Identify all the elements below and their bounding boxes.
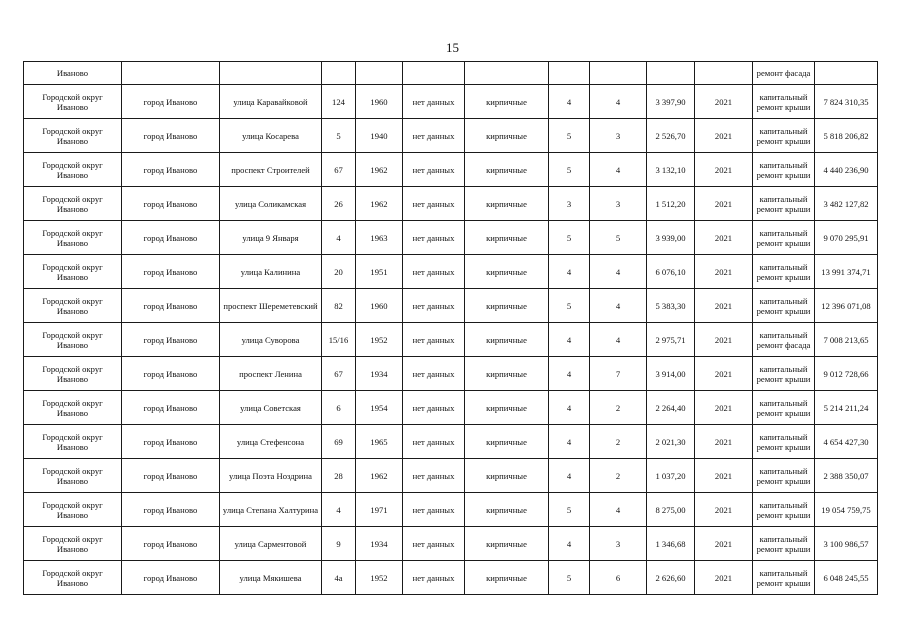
cell-city: город Иваново xyxy=(122,561,220,595)
cell-work-type: капитальный ремонт крыши xyxy=(753,221,815,255)
cell-work-type: капитальный ремонт крыши xyxy=(753,425,815,459)
cell-floors: 5 xyxy=(549,561,590,595)
cell-street: улица Поэта Ноздрина xyxy=(220,459,322,493)
cell-entrances: 4 xyxy=(590,323,647,357)
cell-plan-year: 2021 xyxy=(695,357,753,391)
cell-build-year: 1962 xyxy=(356,187,403,221)
cell-work-type: капитальный ремонт крыши xyxy=(753,357,815,391)
cell-city: город Иваново xyxy=(122,153,220,187)
cell-wall-material: кирпичные xyxy=(465,391,549,425)
cell-street: улица Степана Халтурина xyxy=(220,493,322,527)
cell-plan-year: 2021 xyxy=(695,391,753,425)
cell-street: проспект Ленина xyxy=(220,357,322,391)
cell-district: Городской округ Иваново xyxy=(24,323,122,357)
cell-info: нет данных xyxy=(403,289,465,323)
cell-cost: 5 818 206,82 xyxy=(815,119,878,153)
cell-city: город Иваново xyxy=(122,527,220,561)
cell-plan-year: 2021 xyxy=(695,221,753,255)
cell-house-number: 6 xyxy=(322,391,356,425)
cell-house-number: 20 xyxy=(322,255,356,289)
cell-build-year: 1962 xyxy=(356,459,403,493)
cell-plan-year: 2021 xyxy=(695,527,753,561)
cell-street: улица Косарева xyxy=(220,119,322,153)
cell-street: улица Советская xyxy=(220,391,322,425)
cell-entrances: 6 xyxy=(590,561,647,595)
cell-district: Городской округ Иваново xyxy=(24,255,122,289)
cell-street: улица Мякишева xyxy=(220,561,322,595)
housing-repair-table xyxy=(23,61,878,595)
cell-empty xyxy=(403,62,465,85)
cell-street: улица Стефенсона xyxy=(220,425,322,459)
cell-info: нет данных xyxy=(403,493,465,527)
cell-house-number: 26 xyxy=(322,187,356,221)
cell-area: 8 275,00 xyxy=(647,493,695,527)
cell-street: проспект Шереметевский xyxy=(220,289,322,323)
cell-entrances: 4 xyxy=(590,289,647,323)
cell-work-type: капитальный ремонт крыши xyxy=(753,459,815,493)
cell-empty xyxy=(590,62,647,85)
cell-entrances: 7 xyxy=(590,357,647,391)
cell-house-number: 28 xyxy=(322,459,356,493)
cell-build-year: 1965 xyxy=(356,425,403,459)
table-row xyxy=(24,85,878,119)
cell-plan-year: 2021 xyxy=(695,255,753,289)
cell-info: нет данных xyxy=(403,459,465,493)
cell-floors: 4 xyxy=(549,391,590,425)
cell-build-year: 1954 xyxy=(356,391,403,425)
cell-cost: 12 396 071,08 xyxy=(815,289,878,323)
cell-plan-year: 2021 xyxy=(695,323,753,357)
cell-work-type: капитальный ремонт крыши xyxy=(753,85,815,119)
table-row xyxy=(24,391,878,425)
cell-info: нет данных xyxy=(403,357,465,391)
cell-cost: 4 654 427,30 xyxy=(815,425,878,459)
cell-plan-year: 2021 xyxy=(695,153,753,187)
cell-build-year: 1960 xyxy=(356,85,403,119)
cell-wall-material: кирпичные xyxy=(465,527,549,561)
cell-city: город Иваново xyxy=(122,323,220,357)
cell-cost: 19 054 759,75 xyxy=(815,493,878,527)
cell-district: Городской округ Иваново xyxy=(24,459,122,493)
cell-empty xyxy=(356,62,403,85)
cell-plan-year: 2021 xyxy=(695,119,753,153)
cell-district: Городской округ Иваново xyxy=(24,289,122,323)
cell-entrances: 2 xyxy=(590,425,647,459)
cell-wall-material: кирпичные xyxy=(465,119,549,153)
cell-info: нет данных xyxy=(403,85,465,119)
cell-cost: 7 824 310,35 xyxy=(815,85,878,119)
cell-work-type: капитальный ремонт крыши xyxy=(753,255,815,289)
cell-house-number: 4 xyxy=(322,493,356,527)
cell-wall-material: кирпичные xyxy=(465,221,549,255)
cell-cost: 4 440 236,90 xyxy=(815,153,878,187)
cell-build-year: 1963 xyxy=(356,221,403,255)
cell-cost: 7 008 213,65 xyxy=(815,323,878,357)
table-row xyxy=(24,255,878,289)
table-row xyxy=(24,119,878,153)
cell-cost: 9 070 295,91 xyxy=(815,221,878,255)
cell-wall-material: кирпичные xyxy=(465,187,549,221)
table-row xyxy=(24,153,878,187)
table-row xyxy=(24,459,878,493)
cell-build-year: 1934 xyxy=(356,357,403,391)
cell-district: Городской округ Иваново xyxy=(24,391,122,425)
cell-work-type: капитальный ремонт крыши xyxy=(753,561,815,595)
cell-empty xyxy=(815,62,878,85)
cell-wall-material: кирпичные xyxy=(465,459,549,493)
cell-street: улица Каравайковой xyxy=(220,85,322,119)
cell-house-number: 67 xyxy=(322,357,356,391)
table-row xyxy=(24,493,878,527)
cell-district: Городской округ Иваново xyxy=(24,493,122,527)
cell-work-type: капитальный ремонт крыши xyxy=(753,187,815,221)
cell-district: Городской округ Иваново xyxy=(24,119,122,153)
cell-district: Городской округ Иваново xyxy=(24,425,122,459)
cell-area: 2 021,30 xyxy=(647,425,695,459)
cell-entrances: 2 xyxy=(590,391,647,425)
cell-work-type: ремонт фасада xyxy=(753,62,815,85)
cell-empty xyxy=(122,62,220,85)
table-body xyxy=(24,62,878,595)
cell-wall-material: кирпичные xyxy=(465,323,549,357)
cell-city: город Иваново xyxy=(122,493,220,527)
cell-entrances: 4 xyxy=(590,493,647,527)
cell-house-number: 15/16 xyxy=(322,323,356,357)
cell-house-number: 124 xyxy=(322,85,356,119)
cell-house-number: 4а xyxy=(322,561,356,595)
cell-build-year: 1951 xyxy=(356,255,403,289)
cell-entrances: 4 xyxy=(590,85,647,119)
cell-entrances: 4 xyxy=(590,255,647,289)
cell-house-number: 5 xyxy=(322,119,356,153)
cell-street: улица Калинина xyxy=(220,255,322,289)
cell-cost: 3 100 986,57 xyxy=(815,527,878,561)
cell-floors: 4 xyxy=(549,527,590,561)
table-row xyxy=(24,221,878,255)
cell-cost: 3 482 127,82 xyxy=(815,187,878,221)
cell-city: город Иваново xyxy=(122,255,220,289)
cell-area: 6 076,10 xyxy=(647,255,695,289)
cell-street: улица Сарментовой xyxy=(220,527,322,561)
cell-plan-year: 2021 xyxy=(695,459,753,493)
cell-floors: 4 xyxy=(549,425,590,459)
table-row xyxy=(24,357,878,391)
cell-plan-year: 2021 xyxy=(695,425,753,459)
cell-wall-material: кирпичные xyxy=(465,85,549,119)
cell-plan-year: 2021 xyxy=(695,561,753,595)
table-row xyxy=(24,187,878,221)
cell-district: Городской округ Иваново xyxy=(24,221,122,255)
cell-floors: 5 xyxy=(549,119,590,153)
table-row xyxy=(24,289,878,323)
cell-info: нет данных xyxy=(403,527,465,561)
cell-wall-material: кирпичные xyxy=(465,493,549,527)
cell-build-year: 1962 xyxy=(356,153,403,187)
cell-district: Городской округ Иваново xyxy=(24,527,122,561)
cell-house-number: 4 xyxy=(322,221,356,255)
cell-info: нет данных xyxy=(403,425,465,459)
cell-entrances: 4 xyxy=(590,153,647,187)
cell-plan-year: 2021 xyxy=(695,85,753,119)
cell-floors: 3 xyxy=(549,187,590,221)
cell-info: нет данных xyxy=(403,391,465,425)
cell-empty xyxy=(465,62,549,85)
cell-work-type: капитальный ремонт крыши xyxy=(753,153,815,187)
cell-wall-material: кирпичные xyxy=(465,153,549,187)
cell-info: нет данных xyxy=(403,323,465,357)
cell-area: 2 975,71 xyxy=(647,323,695,357)
cell-work-type: капитальный ремонт крыши xyxy=(753,493,815,527)
page-number: 15 xyxy=(446,40,459,55)
cell-area: 3 914,00 xyxy=(647,357,695,391)
cell-area: 1 346,68 xyxy=(647,527,695,561)
cell-empty xyxy=(220,62,322,85)
cell-floors: 5 xyxy=(549,289,590,323)
cell-work-type: капитальный ремонт крыши xyxy=(753,119,815,153)
cell-floors: 4 xyxy=(549,323,590,357)
cell-street: улица Соликамская xyxy=(220,187,322,221)
cell-house-number: 69 xyxy=(322,425,356,459)
cell-plan-year: 2021 xyxy=(695,187,753,221)
cell-area: 1 512,20 xyxy=(647,187,695,221)
cell-city: город Иваново xyxy=(122,357,220,391)
table-row xyxy=(24,561,878,595)
cell-house-number: 82 xyxy=(322,289,356,323)
cell-floors: 5 xyxy=(549,221,590,255)
cell-empty xyxy=(322,62,356,85)
cell-cost: 5 214 211,24 xyxy=(815,391,878,425)
cell-cost: 9 012 728,66 xyxy=(815,357,878,391)
cell-floors: 4 xyxy=(549,357,590,391)
cell-city: город Иваново xyxy=(122,119,220,153)
cell-area: 5 383,30 xyxy=(647,289,695,323)
cell-area: 1 037,20 xyxy=(647,459,695,493)
cell-work-type: капитальный ремонт крыши xyxy=(753,391,815,425)
cell-info: нет данных xyxy=(403,187,465,221)
cell-wall-material: кирпичные xyxy=(465,255,549,289)
cell-plan-year: 2021 xyxy=(695,289,753,323)
cell-floors: 5 xyxy=(549,493,590,527)
cell-build-year: 1940 xyxy=(356,119,403,153)
cell-area: 3 939,00 xyxy=(647,221,695,255)
cell-district: Городской округ Иваново xyxy=(24,561,122,595)
cell-info: нет данных xyxy=(403,561,465,595)
cell-floors: 4 xyxy=(549,255,590,289)
cell-work-type: капитальный ремонт крыши xyxy=(753,527,815,561)
cell-area: 2 264,40 xyxy=(647,391,695,425)
cell-city: город Иваново xyxy=(122,85,220,119)
cell-work-type: капитальный ремонт крыши xyxy=(753,289,815,323)
cell-info: нет данных xyxy=(403,153,465,187)
cell-city: город Иваново xyxy=(122,187,220,221)
cell-city: город Иваново xyxy=(122,391,220,425)
cell-build-year: 1952 xyxy=(356,561,403,595)
cell-wall-material: кирпичные xyxy=(465,425,549,459)
cell-street: улица 9 Января xyxy=(220,221,322,255)
cell-wall-material: кирпичные xyxy=(465,561,549,595)
cell-empty xyxy=(647,62,695,85)
cell-cost: 13 991 374,71 xyxy=(815,255,878,289)
cell-entrances: 3 xyxy=(590,527,647,561)
cell-wall-material: кирпичные xyxy=(465,289,549,323)
cell-empty xyxy=(695,62,753,85)
cell-build-year: 1934 xyxy=(356,527,403,561)
table-row xyxy=(24,323,878,357)
cell-floors: 5 xyxy=(549,153,590,187)
table-row-continued xyxy=(24,62,878,85)
cell-area: 3 397,90 xyxy=(647,85,695,119)
table-row xyxy=(24,425,878,459)
cell-street: проспект Строителей xyxy=(220,153,322,187)
cell-district: Иваново xyxy=(24,62,122,85)
cell-area: 3 132,10 xyxy=(647,153,695,187)
cell-entrances: 3 xyxy=(590,187,647,221)
cell-cost: 2 388 350,07 xyxy=(815,459,878,493)
cell-city: город Иваново xyxy=(122,459,220,493)
cell-empty xyxy=(549,62,590,85)
cell-entrances: 3 xyxy=(590,119,647,153)
cell-city: город Иваново xyxy=(122,289,220,323)
cell-area: 2 526,70 xyxy=(647,119,695,153)
cell-entrances: 2 xyxy=(590,459,647,493)
cell-build-year: 1952 xyxy=(356,323,403,357)
cell-district: Городской округ Иваново xyxy=(24,187,122,221)
cell-info: нет данных xyxy=(403,221,465,255)
cell-cost: 6 048 245,55 xyxy=(815,561,878,595)
cell-district: Городской округ Иваново xyxy=(24,153,122,187)
cell-build-year: 1960 xyxy=(356,289,403,323)
cell-floors: 4 xyxy=(549,85,590,119)
cell-city: город Иваново xyxy=(122,221,220,255)
cell-info: нет данных xyxy=(403,255,465,289)
cell-info: нет данных xyxy=(403,119,465,153)
cell-floors: 4 xyxy=(549,459,590,493)
table-row xyxy=(24,527,878,561)
cell-district: Городской округ Иваново xyxy=(24,85,122,119)
cell-plan-year: 2021 xyxy=(695,493,753,527)
cell-district: Городской округ Иваново xyxy=(24,357,122,391)
cell-street: улица Суворова xyxy=(220,323,322,357)
cell-entrances: 5 xyxy=(590,221,647,255)
cell-house-number: 9 xyxy=(322,527,356,561)
cell-area: 2 626,60 xyxy=(647,561,695,595)
cell-build-year: 1971 xyxy=(356,493,403,527)
cell-house-number: 67 xyxy=(322,153,356,187)
cell-work-type: капитальный ремонт фасада xyxy=(753,323,815,357)
cell-wall-material: кирпичные xyxy=(465,357,549,391)
cell-city: город Иваново xyxy=(122,425,220,459)
